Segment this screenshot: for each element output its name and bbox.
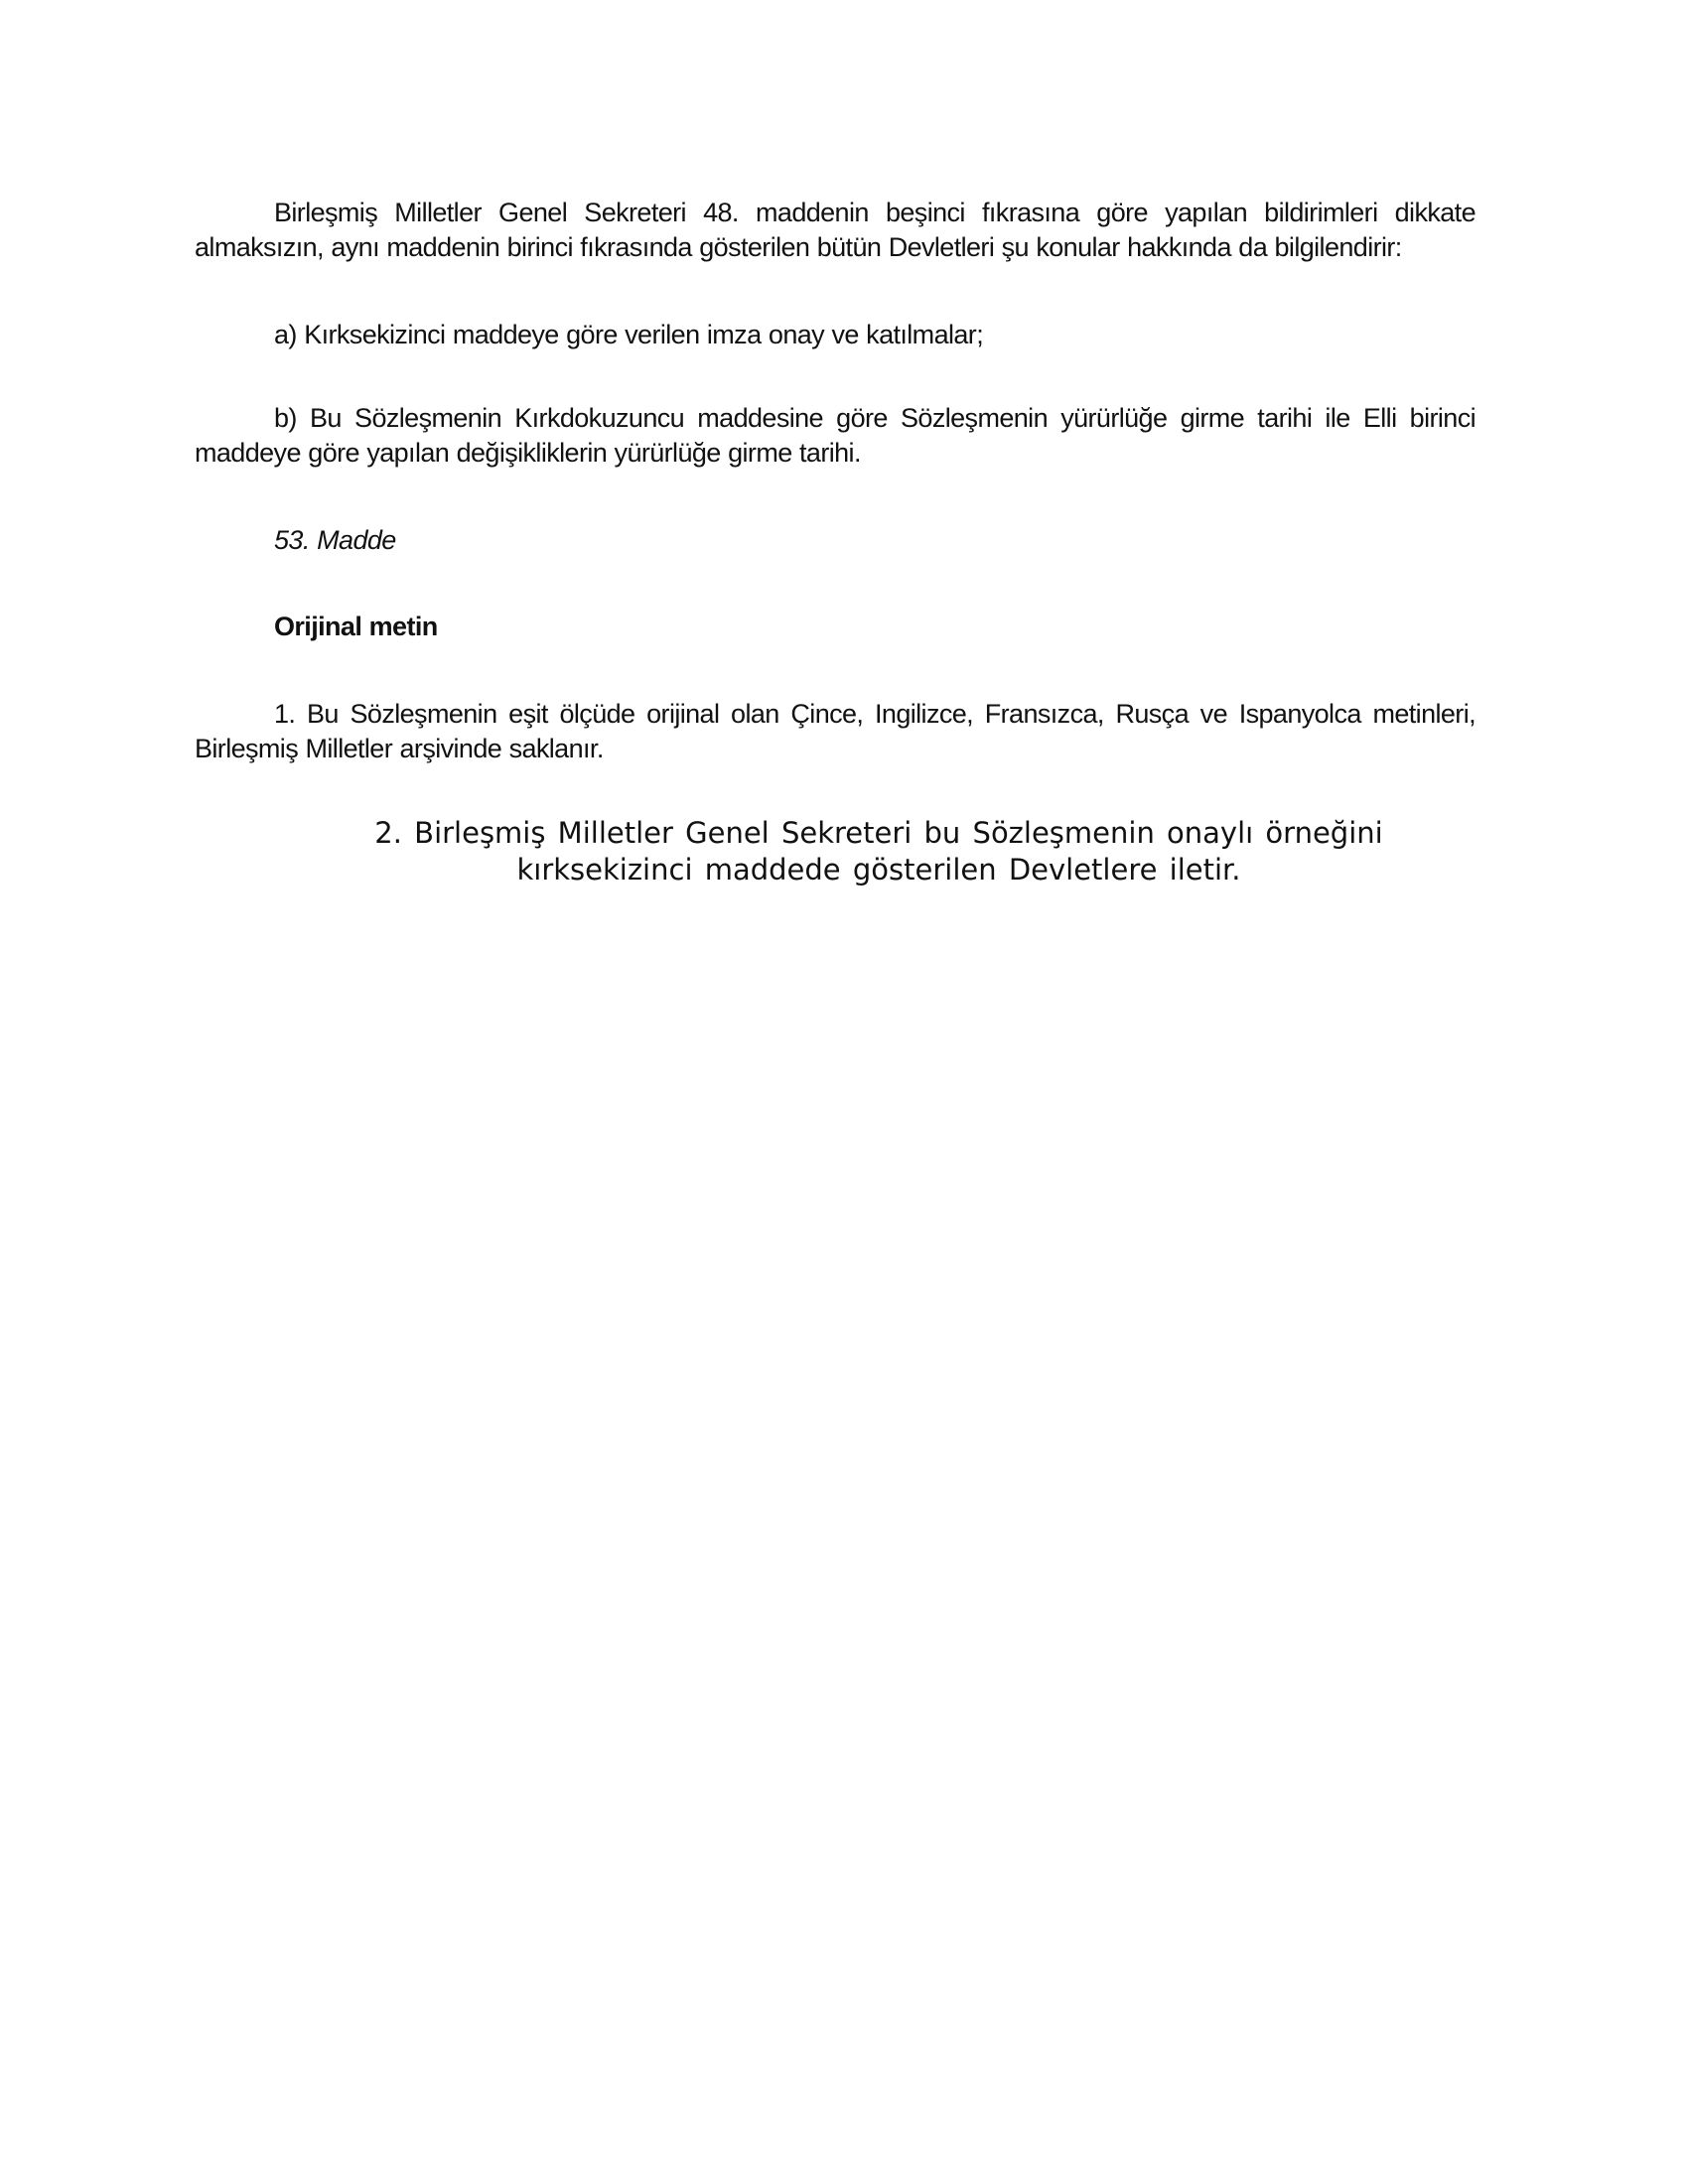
section-heading: Orijinal metin — [274, 612, 438, 641]
paragraph-item-a: a) Kırksekizinci maddeye göre verilen imza onay ve katılmalar; — [274, 320, 984, 349]
paragraph-secretary-notification: Birleşmiş Milletler Genel Sekreteri 48. maddenin beşinci fıkrasına göre yapılan bildirimleri dikkate almaksızın, aynı maddenin birinci fıkrasında gösterilen bütün Devletleri şu konular hakkında da bilgilendirir: — [195, 198, 1476, 262]
paragraph-original-texts: 1. Bu Sözleşmenin eşit ölçüde orijinal olan Çince, Ingilizce, Fransızca, Rusça ve Ispanyolca metinleri, Birleşmiş Milletler arşivinde saklanır. — [195, 699, 1476, 763]
paragraph-item-b: b) Bu Sözleşmenin Kırkdokuzuncu maddesine göre Sözleşmenin yürürlüğe girme tarihi ile Elli birinci maddeye göre yapılan değişikliklerin yürürlüğe girme tarihi. — [195, 403, 1476, 468]
article-heading: 53. Madde — [274, 525, 396, 555]
paragraph-certified-copies: 2. Birleşmiş Milletler Genel Sekreteri bu Sözleşmenin onaylı örneğini kırksekizinci maddede gösterilen Devletlere iletir. — [374, 816, 1383, 887]
